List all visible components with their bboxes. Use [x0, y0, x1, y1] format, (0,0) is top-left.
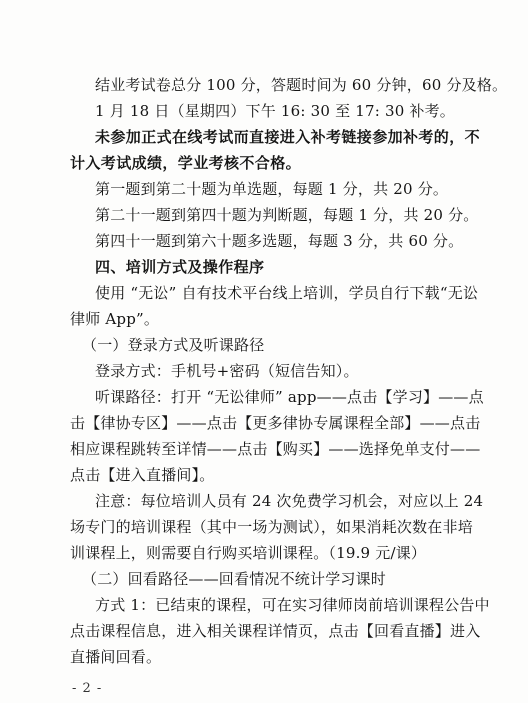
paragraph-replay-2: 点击课程信息，进入相关课程详情页，点击【回看直播】进入 [70, 622, 481, 640]
paragraph-makeup-rule-1: 未参加正式在线考试而直接进入补考链接参加补考的，不 [95, 128, 481, 146]
paragraph-true-false: 第二十一题到第四十题为判断题，每题 1 分，共 20 分。 [95, 206, 479, 224]
paragraph-single-choice: 第一题到第二十题为单选题，每题 1 分，共 20 分。 [95, 180, 449, 198]
paragraph-replay-1: 方式 1：已结束的课程，可在实习律师岗前培训课程公告中 [95, 596, 490, 614]
paragraph-note-3: 训课程上，则需要自行购买培训课程。（19.9 元/课） [70, 544, 427, 562]
section-heading-training: 四、培训方式及操作程序 [95, 258, 265, 276]
paragraph-path-4: 点击【进入直播间】。 [70, 466, 215, 484]
paragraph-path-2: 击【律协专区】——点击【更多律协专属课程全部】——点击 [70, 414, 481, 432]
paragraph-replay-3: 直播间回看。 [70, 648, 162, 666]
paragraph-platform-1: 使用 “无讼” 自有技术平台线上培训，学员自行下载“无讼 [95, 284, 479, 302]
paragraph-makeup-time: 1 月 18 日（星期四）下午 16: 30 至 17: 30 补考。 [95, 102, 455, 120]
paragraph-makeup-rule-2: 计入考试成绩，学业考核不合格。 [70, 154, 302, 172]
paragraph-platform-2: 律师 App”。 [70, 310, 160, 328]
page-number: - 2 - [72, 681, 103, 696]
paragraph-note-2: 场专门的培训课程（其中一场为测试），如果消耗次数在非培 [70, 518, 473, 536]
paragraph-exam-score: 结业考试卷总分 100 分，答题时间为 60 分钟，60 分及格。 [95, 76, 508, 94]
paragraph-path-1: 听课路径：打开 “无讼律师” app——点击【学习】——点 [95, 388, 484, 406]
subsection-heading-replay: （二）回看路径——回看情况不统计学习课时 [82, 570, 387, 588]
paragraph-multiple-choice: 第四十一题到第六十题多选题，每题 3 分，共 60 分。 [95, 232, 464, 250]
paragraph-path-3: 相应课程跳转至详情——点击【购买】——选择免单支付—— [70, 440, 481, 458]
paragraph-login-method: 登录方式：手机号+密码（短信告知）。 [95, 362, 359, 380]
paragraph-note-1: 注意：每位培训人员有 24 次免费学习机会，对应以上 24 [95, 492, 484, 510]
subsection-heading-login: （一）登录方式及听课路径 [82, 336, 265, 354]
